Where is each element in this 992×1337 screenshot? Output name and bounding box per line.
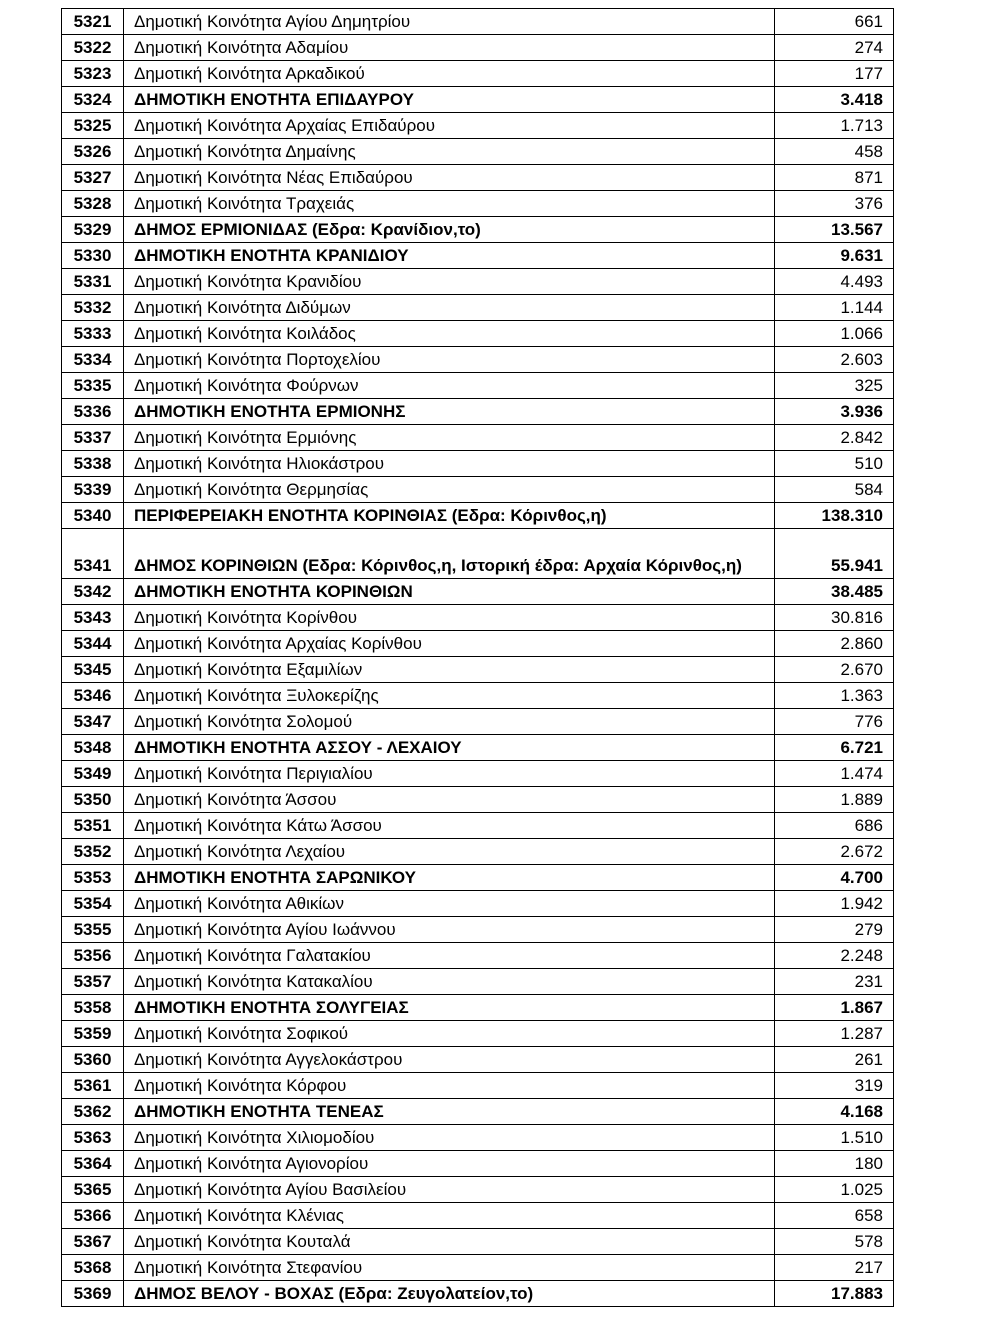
- row-population: 2.860: [775, 631, 894, 657]
- row-population: 578: [775, 1229, 894, 1255]
- table-row: [62, 917, 894, 943]
- row-code: 5337: [62, 425, 124, 451]
- row-code: 5360: [62, 1047, 124, 1073]
- table-row: [62, 631, 894, 657]
- row-name: Δημοτική Κοινότητα Αγγελοκάστρου: [124, 1047, 775, 1073]
- row-code: 5324: [62, 87, 124, 113]
- table-row: [62, 1021, 894, 1047]
- row-code: 5356: [62, 943, 124, 969]
- row-population: 261: [775, 1047, 894, 1073]
- row-code: 5340: [62, 503, 124, 529]
- row-code: 5354: [62, 891, 124, 917]
- table-row: [62, 451, 894, 477]
- table-row: [62, 761, 894, 787]
- row-code: 5338: [62, 451, 124, 477]
- row-code: 5322: [62, 35, 124, 61]
- row-name: Δημοτική Κοινότητα Περιγιαλίου: [124, 761, 775, 787]
- row-population: 3.936: [775, 399, 894, 425]
- row-population: 1.474: [775, 761, 894, 787]
- row-code: 5341: [62, 529, 124, 579]
- row-name: ΔΗΜΟΤΙΚΗ ΕΝΟΤΗΤΑ ΚΡΑΝΙΔΙΟΥ: [124, 243, 775, 269]
- row-population: 55.941: [775, 529, 894, 579]
- table-row: [62, 1151, 894, 1177]
- row-population: 1.066: [775, 321, 894, 347]
- table-row: [62, 605, 894, 631]
- row-code: 5357: [62, 969, 124, 995]
- table-row: [62, 1099, 894, 1125]
- table-row: [62, 1229, 894, 1255]
- row-name: Δημοτική Κοινότητα Κατακαλίου: [124, 969, 775, 995]
- row-name: Δημοτική Κοινότητα Αδαμίου: [124, 35, 775, 61]
- row-population: 776: [775, 709, 894, 735]
- row-code: 5344: [62, 631, 124, 657]
- row-name: Δημοτική Κοινότητα Αγίου Ιωάννου: [124, 917, 775, 943]
- row-name: Δημοτική Κοινότητα Διδύμων: [124, 295, 775, 321]
- row-population: 458: [775, 139, 894, 165]
- row-code: 5348: [62, 735, 124, 761]
- row-code: 5352: [62, 839, 124, 865]
- row-name: Δημοτική Κοινότητα Αγίου Βασιλείου: [124, 1177, 775, 1203]
- row-population: 4.493: [775, 269, 894, 295]
- row-name: ΔΗΜΟΤΙΚΗ ΕΝΟΤΗΤΑ ΤΕΝΕΑΣ: [124, 1099, 775, 1125]
- row-code: 5323: [62, 61, 124, 87]
- row-name: Δημοτική Κοινότητα Κορίνθου: [124, 605, 775, 631]
- table-row: [62, 579, 894, 605]
- row-code: 5362: [62, 1099, 124, 1125]
- row-population: 4.700: [775, 865, 894, 891]
- row-population: 279: [775, 917, 894, 943]
- row-code: 5364: [62, 1151, 124, 1177]
- row-population: 1.025: [775, 1177, 894, 1203]
- row-code: 5366: [62, 1203, 124, 1229]
- table-row: [62, 1125, 894, 1151]
- row-population: 13.567: [775, 217, 894, 243]
- row-code: 5330: [62, 243, 124, 269]
- table-row: [62, 891, 894, 917]
- row-population: 686: [775, 813, 894, 839]
- row-code: 5350: [62, 787, 124, 813]
- row-population: 871: [775, 165, 894, 191]
- row-code: 5334: [62, 347, 124, 373]
- row-name: ΔΗΜΟΤΙΚΗ ΕΝΟΤΗΤΑ ΚΟΡΙΝΘΙΩΝ: [124, 579, 775, 605]
- row-population: 217: [775, 1255, 894, 1281]
- row-code: 5355: [62, 917, 124, 943]
- row-population: 1.144: [775, 295, 894, 321]
- row-name: ΔΗΜΟΤΙΚΗ ΕΝΟΤΗΤΑ ΑΣΣΟΥ - ΛΕΧΑΙΟΥ: [124, 735, 775, 761]
- row-population: 2.248: [775, 943, 894, 969]
- row-name: Δημοτική Κοινότητα Αγιονορίου: [124, 1151, 775, 1177]
- table-row: [62, 969, 894, 995]
- row-name: Δημοτική Κοινότητα Ηλιοκάστρου: [124, 451, 775, 477]
- row-name: ΔΗΜΟΣ ΚΟΡΙΝΘΙΩΝ (Εδρα: Κόρινθος,η, Ιστορική έδρα: Αρχαία Κόρινθος,η): [124, 529, 775, 579]
- row-population: 1.713: [775, 113, 894, 139]
- row-code: 5345: [62, 657, 124, 683]
- row-population: 2.842: [775, 425, 894, 451]
- row-name: ΔΗΜΟΤΙΚΗ ΕΝΟΤΗΤΑ ΣΟΛΥΓΕΙΑΣ: [124, 995, 775, 1021]
- row-name: Δημοτική Κοινότητα Φούρνων: [124, 373, 775, 399]
- row-population: 2.672: [775, 839, 894, 865]
- row-name: Δημοτική Κοινότητα Θερμησίας: [124, 477, 775, 503]
- row-population: 661: [775, 9, 894, 35]
- row-name: ΔΗΜΟΤΙΚΗ ΕΝΟΤΗΤΑ ΕΠΙΔΑΥΡΟΥ: [124, 87, 775, 113]
- table-row: [62, 1047, 894, 1073]
- row-name: Δημοτική Κοινότητα Ερμιόνης: [124, 425, 775, 451]
- table-body: [62, 9, 894, 1307]
- row-code: 5358: [62, 995, 124, 1021]
- row-name: Δημοτική Κοινότητα Κοιλάδος: [124, 321, 775, 347]
- table-row: [62, 243, 894, 269]
- table-row: [62, 217, 894, 243]
- table-row: [62, 735, 894, 761]
- document-page: [61, 8, 893, 1307]
- table-row: [62, 165, 894, 191]
- table-row: [62, 35, 894, 61]
- row-code: 5333: [62, 321, 124, 347]
- table-row: [62, 683, 894, 709]
- row-population: 231: [775, 969, 894, 995]
- row-code: 5351: [62, 813, 124, 839]
- row-code: 5349: [62, 761, 124, 787]
- row-code: 5329: [62, 217, 124, 243]
- row-code: 5347: [62, 709, 124, 735]
- row-population: 9.631: [775, 243, 894, 269]
- row-code: 5327: [62, 165, 124, 191]
- table-row: [62, 813, 894, 839]
- row-population: 1.510: [775, 1125, 894, 1151]
- row-code: 5365: [62, 1177, 124, 1203]
- table-row: [62, 943, 894, 969]
- table-row: [62, 113, 894, 139]
- row-population: 1.363: [775, 683, 894, 709]
- table-row: [62, 503, 894, 529]
- table-row: [62, 1281, 894, 1307]
- table-row: [62, 657, 894, 683]
- row-name: Δημοτική Κοινότητα Στεφανίου: [124, 1255, 775, 1281]
- row-population: 2.670: [775, 657, 894, 683]
- table-row: [62, 61, 894, 87]
- row-name: Δημοτική Κοινότητα Λεχαίου: [124, 839, 775, 865]
- table-row: [62, 87, 894, 113]
- row-code: 5321: [62, 9, 124, 35]
- row-population: 3.418: [775, 87, 894, 113]
- row-name: ΔΗΜΟΤΙΚΗ ΕΝΟΤΗΤΑ ΣΑΡΩΝΙΚΟΥ: [124, 865, 775, 891]
- row-name: Δημοτική Κοινότητα Σοφικού: [124, 1021, 775, 1047]
- table-row: [62, 373, 894, 399]
- row-code: 5359: [62, 1021, 124, 1047]
- row-name: Δημοτική Κοινότητα Νέας Επιδαύρου: [124, 165, 775, 191]
- table-row: [62, 9, 894, 35]
- row-population: 1.867: [775, 995, 894, 1021]
- table-row: [62, 477, 894, 503]
- row-population: 4.168: [775, 1099, 894, 1125]
- table-row: [62, 295, 894, 321]
- row-name: Δημοτική Κοινότητα Αθικίων: [124, 891, 775, 917]
- table-row: [62, 529, 894, 579]
- row-name: ΔΗΜΟΣ ΒΕΛΟΥ - ΒΟΧΑΣ (Εδρα: Ζευγολατείον,το): [124, 1281, 775, 1307]
- row-code: 5353: [62, 865, 124, 891]
- row-name: Δημοτική Κοινότητα Αρχαίας Κορίνθου: [124, 631, 775, 657]
- row-code: 5332: [62, 295, 124, 321]
- row-population: 274: [775, 35, 894, 61]
- row-population: 2.603: [775, 347, 894, 373]
- row-code: 5368: [62, 1255, 124, 1281]
- row-population: 30.816: [775, 605, 894, 631]
- row-population: 319: [775, 1073, 894, 1099]
- table-row: [62, 865, 894, 891]
- row-name: Δημοτική Κοινότητα Πορτοχελίου: [124, 347, 775, 373]
- row-population: 325: [775, 373, 894, 399]
- row-name: Δημοτική Κοινότητα Αρχαίας Επιδαύρου: [124, 113, 775, 139]
- row-population: 1.889: [775, 787, 894, 813]
- row-name: Δημοτική Κοινότητα Εξαμιλίων: [124, 657, 775, 683]
- table-row: [62, 709, 894, 735]
- row-population: 1.942: [775, 891, 894, 917]
- table-row: [62, 995, 894, 1021]
- row-code: 5328: [62, 191, 124, 217]
- population-table: [61, 8, 894, 1307]
- row-population: 38.485: [775, 579, 894, 605]
- row-name: ΔΗΜΟΣ ΕΡΜΙΟΝΙΔΑΣ (Εδρα: Κρανίδιον,το): [124, 217, 775, 243]
- table-row: [62, 1203, 894, 1229]
- row-name: Δημοτική Κοινότητα Γαλατακίου: [124, 943, 775, 969]
- row-code: 5335: [62, 373, 124, 399]
- table-row: [62, 1255, 894, 1281]
- row-code: 5343: [62, 605, 124, 631]
- row-code: 5346: [62, 683, 124, 709]
- row-population: 376: [775, 191, 894, 217]
- row-population: 6.721: [775, 735, 894, 761]
- row-name: Δημοτική Κοινότητα Κλένιας: [124, 1203, 775, 1229]
- row-name: Δημοτική Κοινότητα Σολομού: [124, 709, 775, 735]
- row-name: Δημοτική Κοινότητα Ξυλοκερίζης: [124, 683, 775, 709]
- row-code: 5361: [62, 1073, 124, 1099]
- row-population: 584: [775, 477, 894, 503]
- table-row: [62, 425, 894, 451]
- table-row: [62, 321, 894, 347]
- row-population: 17.883: [775, 1281, 894, 1307]
- row-name: Δημοτική Κοινότητα Άσσου: [124, 787, 775, 813]
- row-code: 5367: [62, 1229, 124, 1255]
- row-name: Δημοτική Κοινότητα Χιλιομοδίου: [124, 1125, 775, 1151]
- table-row: [62, 787, 894, 813]
- row-population: 510: [775, 451, 894, 477]
- row-population: 138.310: [775, 503, 894, 529]
- row-name: ΠΕΡΙΦΕΡΕΙΑΚΗ ΕΝΟΤΗΤΑ ΚΟΡΙΝΘΙΑΣ (Εδρα: Κόρινθος,η): [124, 503, 775, 529]
- table-row: [62, 347, 894, 373]
- table-row: [62, 191, 894, 217]
- row-name: Δημοτική Κοινότητα Τραχειάς: [124, 191, 775, 217]
- table-row: [62, 139, 894, 165]
- row-population: 1.287: [775, 1021, 894, 1047]
- row-code: 5342: [62, 579, 124, 605]
- row-name: Δημοτική Κοινότητα Αγίου Δημητρίου: [124, 9, 775, 35]
- row-name: Δημοτική Κοινότητα Κόρφου: [124, 1073, 775, 1099]
- row-code: 5339: [62, 477, 124, 503]
- table-row: [62, 399, 894, 425]
- row-name: Δημοτική Κοινότητα Κάτω Άσσου: [124, 813, 775, 839]
- table-row: [62, 839, 894, 865]
- row-code: 5363: [62, 1125, 124, 1151]
- row-name: Δημοτική Κοινότητα Αρκαδικού: [124, 61, 775, 87]
- row-name: Δημοτική Κοινότητα Δημαίνης: [124, 139, 775, 165]
- row-code: 5336: [62, 399, 124, 425]
- row-population: 180: [775, 1151, 894, 1177]
- table-row: [62, 269, 894, 295]
- table-row: [62, 1073, 894, 1099]
- row-name: ΔΗΜΟΤΙΚΗ ΕΝΟΤΗΤΑ ΕΡΜΙΟΝΗΣ: [124, 399, 775, 425]
- row-code: 5325: [62, 113, 124, 139]
- row-population: 658: [775, 1203, 894, 1229]
- row-code: 5331: [62, 269, 124, 295]
- row-name: Δημοτική Κοινότητα Κρανιδίου: [124, 269, 775, 295]
- row-name: Δημοτική Κοινότητα Κουταλά: [124, 1229, 775, 1255]
- table-row: [62, 1177, 894, 1203]
- row-population: 177: [775, 61, 894, 87]
- row-code: 5326: [62, 139, 124, 165]
- row-code: 5369: [62, 1281, 124, 1307]
